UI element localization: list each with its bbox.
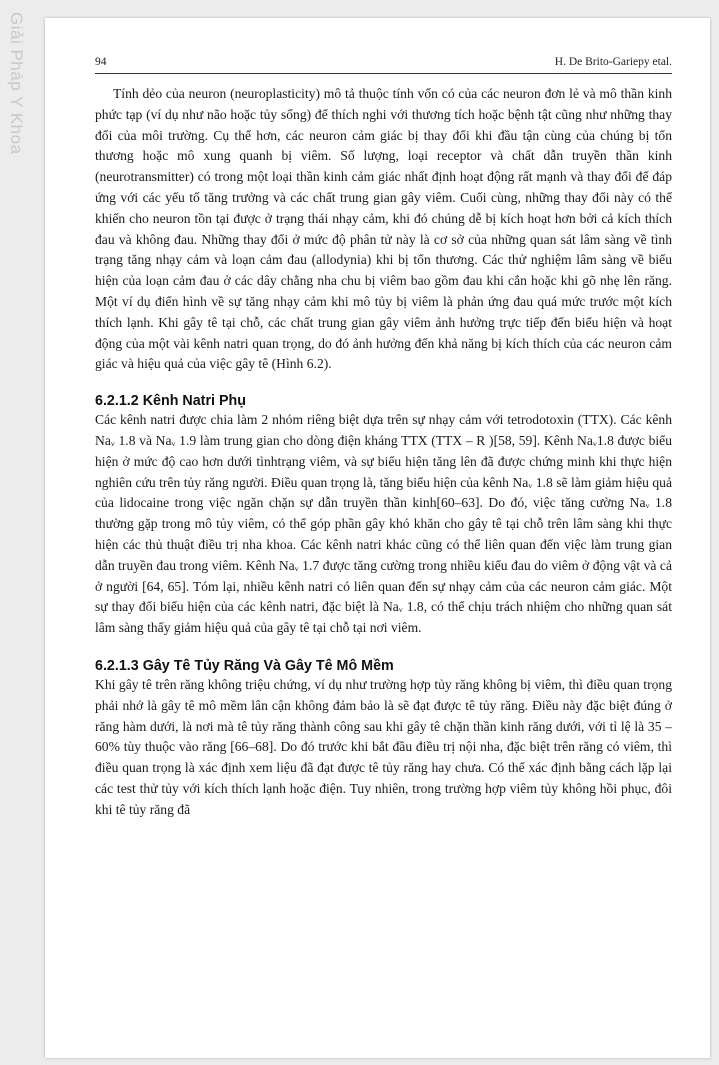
running-head-authors: H. De Brito-Gariepy etal. — [554, 56, 672, 68]
page-body — [95, 84, 672, 821]
watermark: Giải Pháp Y Khoa — [7, 12, 26, 155]
page-number: 94 — [95, 56, 107, 68]
paragraph-sodium-channels: Các kênh natri được chia làm 2 nhóm riêng biệt dựa trên sự nhạy cảm với tetrodotoxin (TTX). Các kênh Naᵥ 1.8 và Naᵥ 1.9 làm trung gian cho dòng điện kháng TTX (TTX – R )[58, 59]. Kênh Naᵥ1.8 được biểu hiện ở mức độ cao hơn dưới tìnhtrạng viêm, và sự biểu hiện tăng lên đã được chứng minh khi thực hiện nghiên cứu trên tủy răng người. Điều quan trọng là, tăng biểu hiện của kênh Naᵥ 1.8 sẽ làm giảm hiệu quả của lidocaine trong việc ngăn chặn sự dẫn truyền thần kinh[60–63]. Do đó, việc tăng cường Naᵥ 1.8 thường gặp trong mô tủy viêm, có thể góp phần gây khó khăn cho gây tê tại chỗ trên lâm sàng khi thực hiện các thủ thuật điều trị nha khoa. Các kênh natri khác cũng có thể liên quan đến việc làm trung gian dẫn truyền đau trong viêm. Kênh Naᵥ 1.7 được tăng cường trong nhiều kiểu đau do viêm ở động vật và cả ở người [64, 65]. Tóm lại, nhiều kênh natri có liên quan đến sự nhạy cảm của các neuron cảm giác. Một sự thay đổi biểu hiện của các kênh natri, đặc biệt là Naᵥ 1.8, có thể chịu trách nhiệm cho những quan sát lâm sàng thấy giảm hiệu quả của gây tê tại chỗ tại nơi viêm. — [95, 412, 672, 636]
paragraph-pulpal-anesthesia: Khi gây tê trên răng không triệu chứng, ví dụ như trường hợp tủy răng không bị viêm, thì điều quan trọng phải nhớ là gây tê mô mềm lân cận không đảm bảo là sẽ đạt được tê tủy răng. Điều này đặc biệt đúng ở răng hàm dưới, là nơi mà tê tủy răng thành công sau khi gây tê chặn thần kinh răng dưới, với tỉ lệ là 35 – 60% tùy thuộc vào răng [66–68]. Do đó trước khi bắt đầu điều trị nội nha, đặc biệt trên răng có viêm, thì điều quan trọng là xác định xem liệu đã đạt được tê tủy răng hay chưa. Có thể xác định bằng cách lặp lại các test thử tủy với kích thích lạnh hoặc điện. Tuy nhiên, trong trường hợp viêm tủy không hồi phục, đôi khi tê tủy răng đã — [95, 676, 672, 817]
document-page — [45, 18, 710, 1058]
section-heading-pulpal-anesthesia: 6.2.1.3 Gây Tê Tủy Răng Và Gây Tê Mô Mềm — [95, 657, 394, 674]
paragraph-neuroplasticity: Tính dẻo của neuron (neuroplasticity) mô tả thuộc tính vốn có của các neuron đơn lẻ và mô thần kinh phức tạp (ví dụ như não hoặc tủy sống) để thích nghi với thương tích hoặc bệnh tật cũng như những thay đổi của môi trường. Cụ thể hơn, các neuron cảm giác bị thay đổi khi đầu tận cùng của chúng bị tổn thương hoặc mô xung quanh bị viêm. Số lượng, loại receptor và chất dẫn truyền thần kinh (neurotransmitter) có trong một loại thần kinh cảm giác nhất định hoạt động rất mạnh và thay đổi để đáp ứng với các yếu tố tăng trưởng và các chất trung gian gây viêm. Cuối cùng, những thay đổi này có thể khiến cho neuron tồn tại được ở trạng thái nhạy cảm, khi đó chúng dễ bị kích hoạt hơn bởi cả kích thích đau và không đau. Những thay đổi ở mức độ phân tử này là cơ sở của những quan sát lâm sàng về tình trạng tăng nhạy cảm và loạn cảm đau (allodynia) khi bị tổn thương. Các thử nghiệm lâm sàng về biểu hiện của loạn cảm đau ở các dây chằng nha chu bị viêm bao gồm đau khi cắn hoặc khi gõ nhẹ lên răng. Một ví dụ điển hình về sự tăng nhạy cảm khi mô tủy bị viêm là phản ứng đau quá mức trước một kích thích lạnh. Khi gây tê tại chỗ, các chất trung gian gây viêm ảnh hưởng trực tiếp đến biểu hiện và hoạt động của một vài kênh natri quan trọng, do đó ảnh hưởng đến khả năng bị kích thích của các neuron cảm giác và hiệu quả của việc gây tê (Hình 6.2). — [95, 86, 672, 372]
header-rule — [95, 73, 672, 74]
section-heading-sodium-channels: 6.2.1.2 Kênh Natri Phụ — [95, 393, 246, 410]
